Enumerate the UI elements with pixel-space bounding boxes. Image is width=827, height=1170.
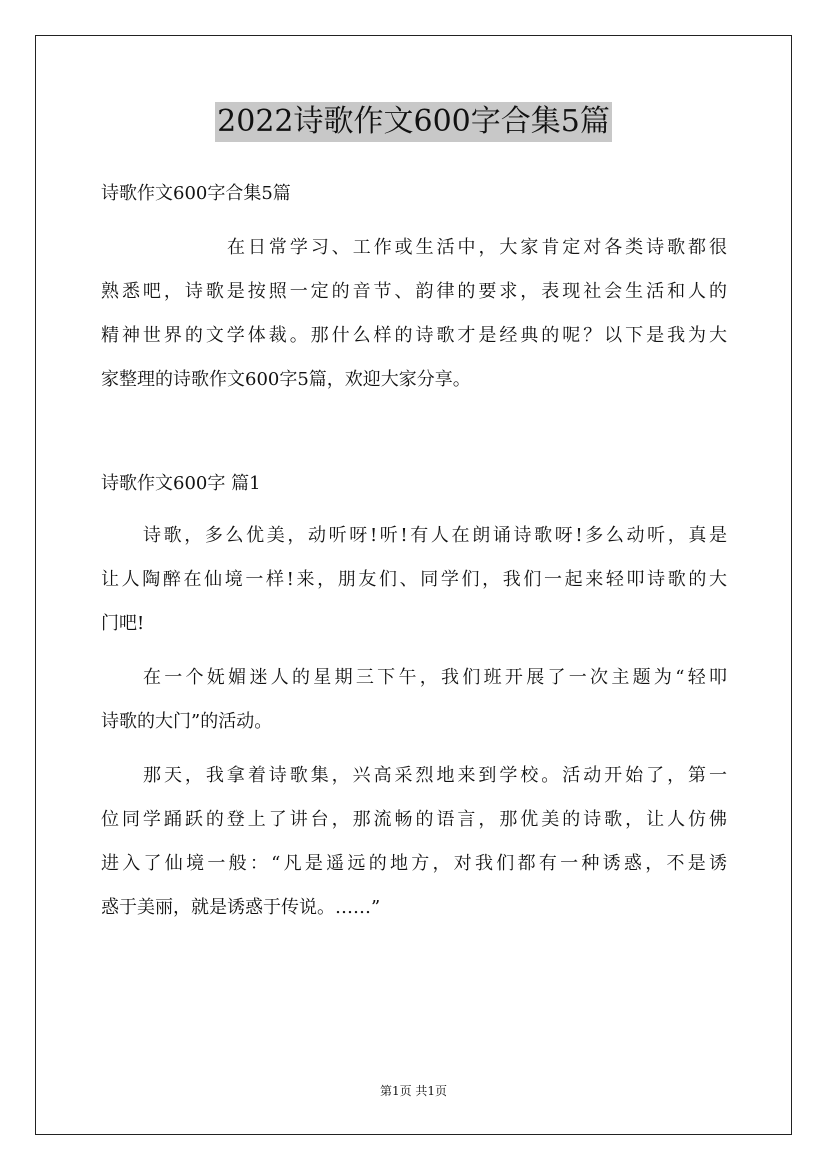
text-line: 熟悉吧，诗歌是按照一定的音节、韵律的要求，表现社会生活和人的 (101, 281, 727, 302)
text-line: 家整理的诗歌作文600字5篇，欢迎大家分享。 (101, 369, 471, 390)
document-body (101, 172, 727, 930)
text-line: 门吧! (101, 613, 145, 634)
document-subtitle: 诗歌作文600字合集5篇 (101, 183, 291, 204)
intro-paragraph (101, 226, 727, 402)
text-line: 精神世界的文学体裁。那什么样的诗歌才是经典的呢？以下是我为大 (101, 325, 727, 346)
paragraph (101, 514, 727, 646)
section-heading: 诗歌作文600字 篇1 (101, 473, 261, 494)
text-line: 让人陶醉在仙境一样!来，朋友们、同学们，我们一起来轻叩诗歌的大 (101, 569, 727, 590)
text-line: 诗歌，多么优美，动听呀!听!有人在朗诵诗歌呀!多么动听，真是 (143, 525, 727, 546)
spacer (101, 744, 727, 754)
document-title: 2022诗歌作文600字合集5篇 (215, 102, 612, 142)
spacer (101, 402, 727, 462)
text-line: 进入了仙境一般：“凡是遥远的地方，对我们都有一种诱惑，不是诱 (101, 853, 727, 874)
text-line: 在日常学习、工作或生活中，大家肯定对各类诗歌都很 (227, 237, 727, 258)
title-container (0, 102, 827, 142)
text-line: 惑于美丽，就是诱惑于传说。……” (101, 897, 381, 918)
paragraph (101, 656, 727, 744)
text-line: 诗歌的大门”的活动。 (101, 711, 273, 732)
paragraph (101, 754, 727, 930)
text-line: 位同学踊跃的登上了讲台，那流畅的语言，那优美的诗歌，让人仿佛 (101, 809, 727, 830)
page-footer: 第1页 共1页 (379, 1084, 448, 1098)
spacer (101, 646, 727, 656)
text-line: 那天，我拿着诗歌集，兴高采烈地来到学校。活动开始了，第一 (143, 765, 727, 786)
text-line: 在一个妩媚迷人的星期三下午，我们班开展了一次主题为“轻叩 (143, 667, 727, 688)
